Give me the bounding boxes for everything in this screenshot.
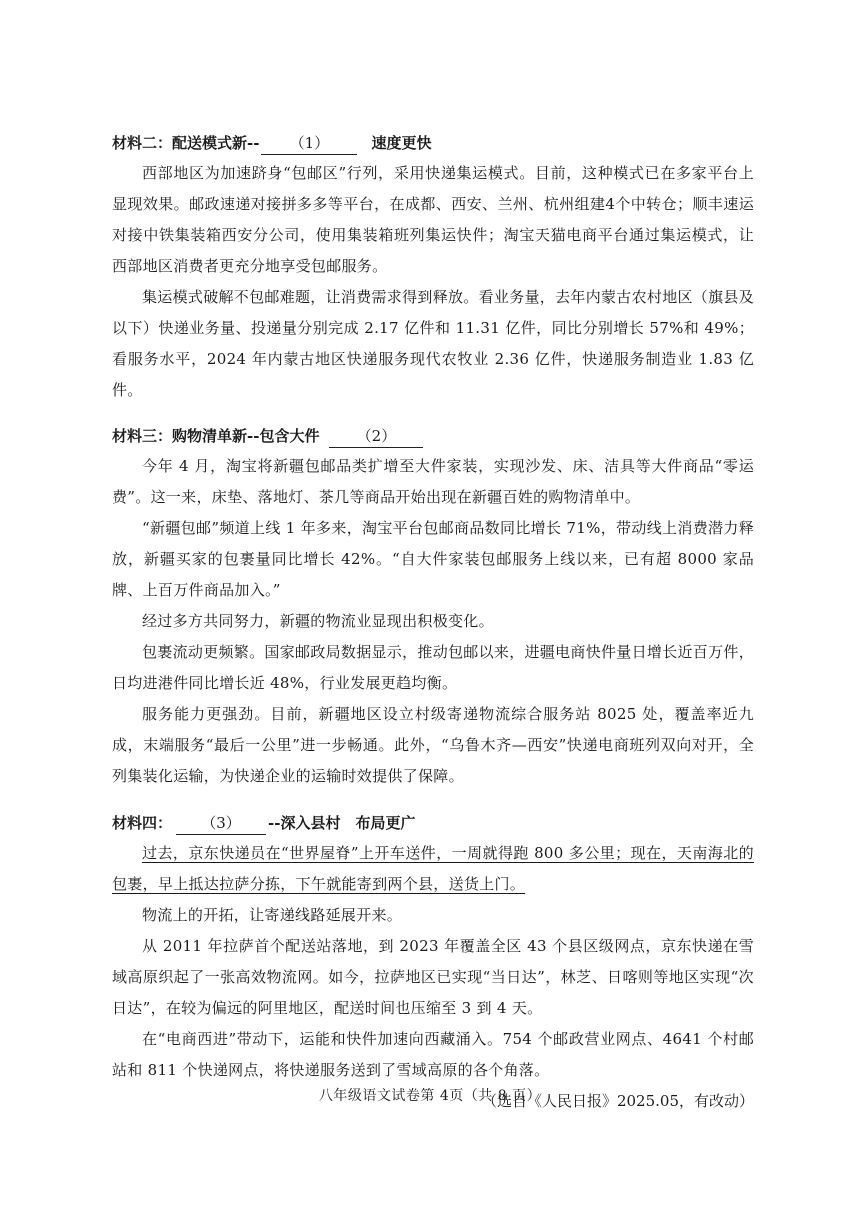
section3-paragraph-4: 包裹流动更频繁。国家邮政局数据显示，推动包邮以来，进疆电商快件量日增长近百万件，日均进港件同比增长近 48%，行业发展更趋均衡。 [112,643,755,692]
section2-paragraph-2: 集运模式破解不包邮难题，让消费需求得到释放。看业务量，去年内蒙古农村地区（旗县及以下）快递业务量、投递量分别完成 2.17 亿件和 11.31 亿件，同比分别增长 57%和 49%；看服务水平，2024 年内蒙古地区快递服务现代农牧业 2.36 亿件，快递服务制造业 1.83 亿件。 [112,288,755,399]
section2-heading-suffix: 速度更快 [371,134,432,152]
section2-paragraph-1: 西部地区为加速跻身“包邮区”行列，采用快递集运模式。目前，这种模式已在多家平台上显现效果。邮政速递对接拼多多等平台，在成都、西安、兰州、杭州组建4个中转仓；顺丰速运对接中铁集装箱西安分公司，使用集装箱班列集运快件；淘宝天猫电商平台通过集运模式，让西部地区消费者更充分地享受包邮服务。 [112,164,754,275]
section3-paragraph-1: 今年 4 月，淘宝将新疆包邮品类扩增至大件家装，实现沙发、床、洁具等大件商品“零运费”。这一来，床垫、落地灯、茶几等商品开始出现在新疆百姓的购物清单中。 [112,457,754,506]
section2-heading-prefix: 材料二：配送模式新-- [112,134,260,152]
underlined-sentence: 过去，京东快递员在“世界屋脊”上开车送件，一周就得跑 800 多公里；现在，天南海北的包裹，早上抵达拉萨分拣，下午就能寄到两个县，送货上门。 [112,844,754,893]
section3-paragraph-5: 服务能力更强劲。目前，新疆地区设立村级寄递物流综合服务站 8025 处，覆盖率近九成，末端服务“最后一公里”进一步畅通。此外，“乌鲁木齐—西安”快递电商班列双向对开，全列集装化运输，为快递企业的运输时效提供了保障。 [112,705,754,785]
source-citation: （选自《人民日报》2025.05，有改动） [481,1092,754,1110]
section3-paragraph-2: “新疆包邮”频道上线 1 年多来，淘宝平台包邮商品数同比增长 71%，带动线上消费潜力释放，新疆买家的包裹量同比增长 42%。“自大件家装包邮服务上线以来，已有超 8000 家品牌、上百万件商品加入。” [112,519,754,599]
section3-paragraph-3: 经过多方共同努力，新疆的物流业显现出积极变化。 [142,612,494,630]
reading-material [112,128,754,1117]
section4-paragraph-1: 物流上的开拓，让寄递线路延展开来。 [142,906,403,924]
section3-heading [112,421,754,451]
section4-paragraph-3: 在“电商西进”带动下，运能和快件加速向西藏涌入。754 个邮政营业网点、4641 个村邮站和 811 个快递网点，将快递服务送到了雪域高原的各个角落。 [112,1030,754,1079]
section4-paragraph-2: 从 2011 年拉萨首个配送站落地，到 2023 年覆盖全区 43 个县区级网点，京东快递在雪域高原织起了一张高效物流网。如今，拉萨地区已实现“当日达”，林芝、日喀则等地区实现“次日达”，在较为偏远的阿里地区，配送时间也压缩至 3 到 4 天。 [112,937,754,1017]
section2-heading [112,128,754,158]
section4-underlined-paragraph [112,838,754,900]
answer-blank-3: （3） [176,812,266,835]
section4-heading-suffix: --深入县村 布局更广 [268,814,416,832]
section4-heading-prefix: 材料四： [112,814,173,832]
page-footer: 八年级语文试卷第 4页（共 8 页） [318,1088,542,1104]
section4-heading [112,808,754,838]
answer-blank-1: （1） [261,132,357,155]
section3-heading-prefix: 材料三：购物清单新--包含大件 [112,427,320,445]
answer-blank-2: （2） [329,425,423,448]
